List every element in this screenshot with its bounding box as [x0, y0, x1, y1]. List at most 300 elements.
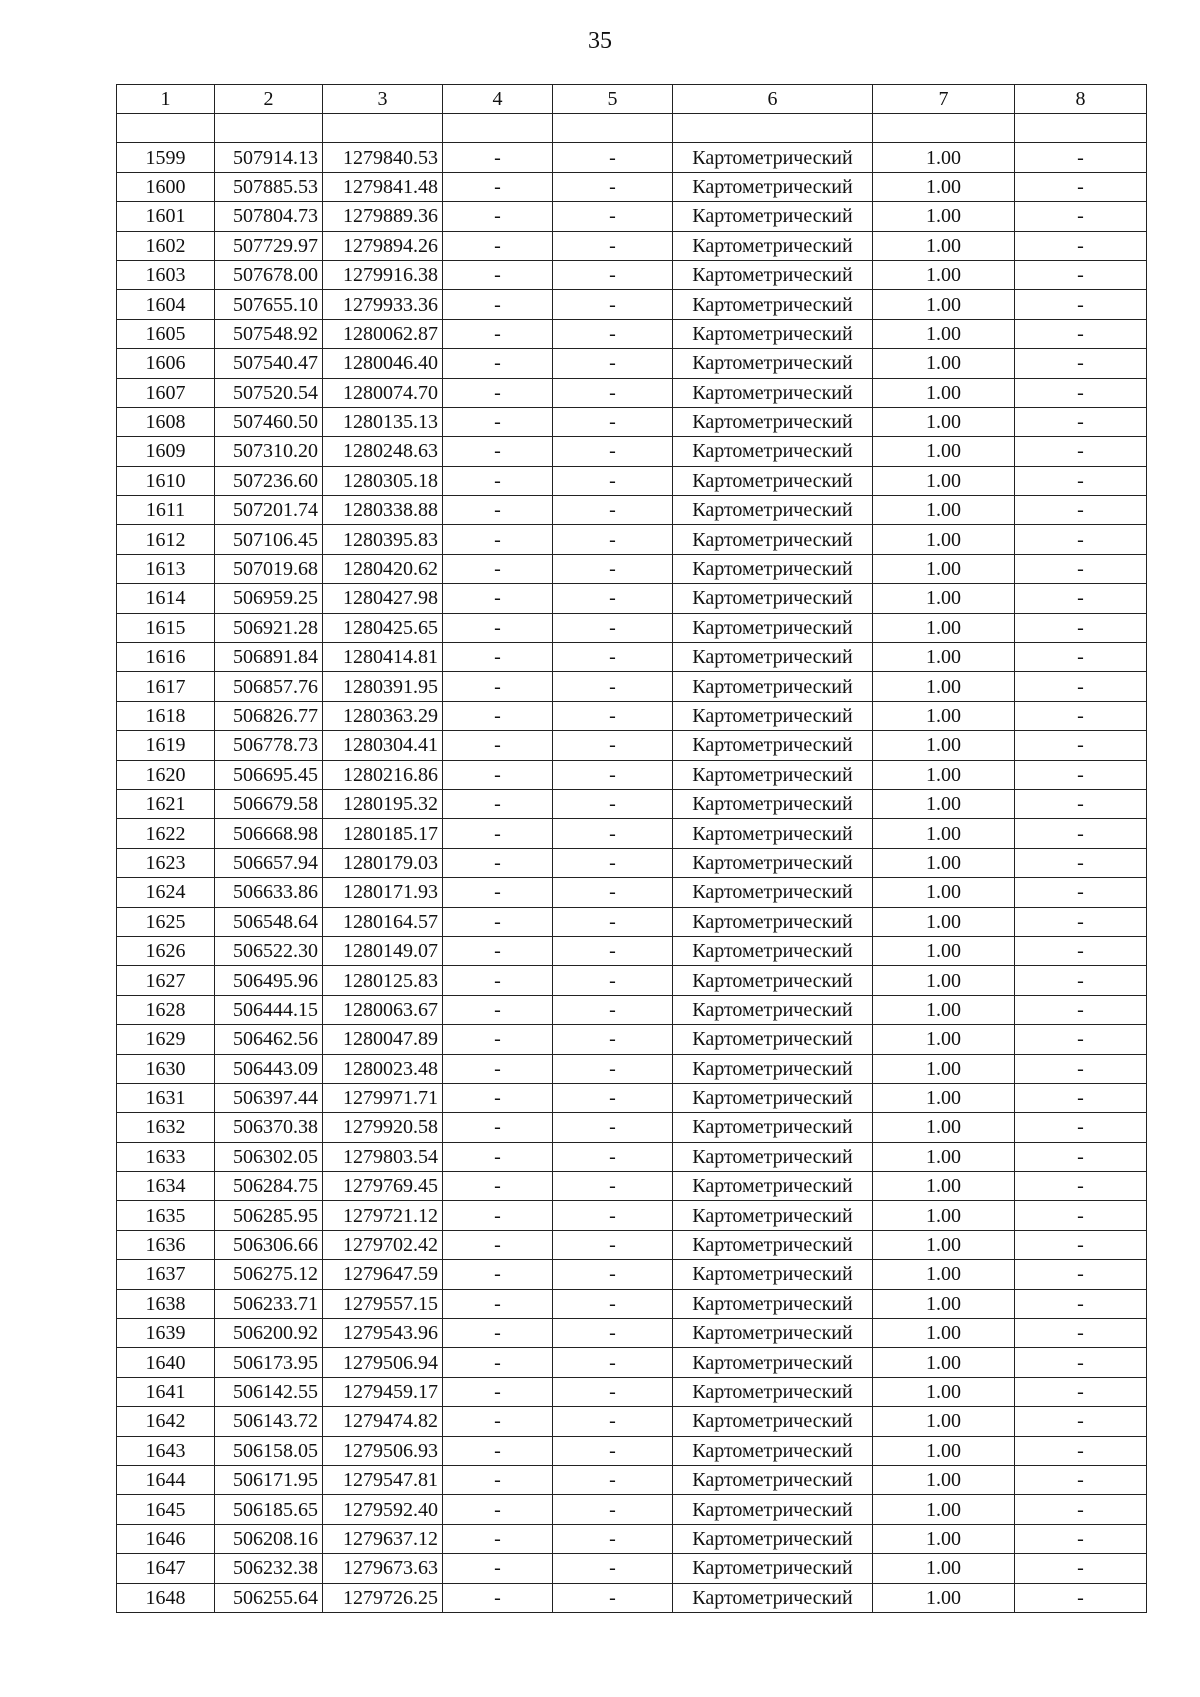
cell-col-4: -: [443, 1083, 553, 1112]
cell-col-1: 1619: [117, 731, 215, 760]
table-row: [117, 349, 1147, 378]
cell-col-8: -: [1015, 907, 1147, 936]
cell-col-5: -: [553, 995, 673, 1024]
cell-col-5: -: [553, 525, 673, 554]
cell-col-4: -: [443, 1377, 553, 1406]
table-row: [117, 1025, 1147, 1054]
column-header-2: 2: [215, 85, 323, 114]
cell-col-4: -: [443, 378, 553, 407]
table-row: [117, 319, 1147, 348]
cell-col-2: 506285.95: [215, 1201, 323, 1230]
cell-col-2: 506522.30: [215, 936, 323, 965]
table-row: [117, 1495, 1147, 1524]
cell-col-6: Картометрический: [673, 584, 873, 613]
cell-col-6: Картометрический: [673, 907, 873, 936]
cell-col-7: 1.00: [873, 1348, 1015, 1377]
cell-col-3: 1280179.03: [323, 848, 443, 877]
cell-col-1: 1648: [117, 1583, 215, 1612]
cell-col-3: 1280171.93: [323, 878, 443, 907]
cell-col-8: -: [1015, 466, 1147, 495]
cell-col-2: 507520.54: [215, 378, 323, 407]
cell-col-2: 506200.92: [215, 1319, 323, 1348]
table-row: [117, 672, 1147, 701]
cell-col-3: 1280149.07: [323, 936, 443, 965]
cell-col-2: 507236.60: [215, 466, 323, 495]
cell-col-5: -: [553, 143, 673, 172]
cell-col-5: -: [553, 613, 673, 642]
cell-col-5: -: [553, 466, 673, 495]
cell-col-8: -: [1015, 525, 1147, 554]
cell-col-8: -: [1015, 349, 1147, 378]
table-row: [117, 290, 1147, 319]
cell-col-5: -: [553, 819, 673, 848]
cell-col-5: -: [553, 760, 673, 789]
cell-col-7: 1.00: [873, 319, 1015, 348]
cell-col-4: -: [443, 878, 553, 907]
cell-col-2: 507548.92: [215, 319, 323, 348]
blank-cell: [1015, 114, 1147, 143]
header-row: [117, 85, 1147, 114]
cell-col-3: 1279920.58: [323, 1113, 443, 1142]
table-row: [117, 936, 1147, 965]
cell-col-2: 507885.53: [215, 172, 323, 201]
cell-col-2: 506657.94: [215, 848, 323, 877]
cell-col-8: -: [1015, 1465, 1147, 1494]
cell-col-6: Картометрический: [673, 966, 873, 995]
cell-col-1: 1630: [117, 1054, 215, 1083]
cell-col-1: 1609: [117, 437, 215, 466]
cell-col-4: -: [443, 1436, 553, 1465]
cell-col-2: 506857.76: [215, 672, 323, 701]
cell-col-3: 1280425.65: [323, 613, 443, 642]
cell-col-2: 506232.38: [215, 1554, 323, 1583]
cell-col-8: -: [1015, 1495, 1147, 1524]
cell-col-7: 1.00: [873, 584, 1015, 613]
cell-col-7: 1.00: [873, 1113, 1015, 1142]
cell-col-8: -: [1015, 260, 1147, 289]
cell-col-5: -: [553, 584, 673, 613]
cell-col-4: -: [443, 936, 553, 965]
cell-col-1: 1629: [117, 1025, 215, 1054]
cell-col-7: 1.00: [873, 878, 1015, 907]
cell-col-2: 506173.95: [215, 1348, 323, 1377]
cell-col-4: -: [443, 554, 553, 583]
cell-col-3: 1279916.38: [323, 260, 443, 289]
cell-col-6: Картометрический: [673, 1142, 873, 1171]
cell-col-4: -: [443, 1113, 553, 1142]
table-row: [117, 143, 1147, 172]
cell-col-3: 1280338.88: [323, 496, 443, 525]
cell-col-6: Картометрический: [673, 1289, 873, 1318]
cell-col-3: 1279841.48: [323, 172, 443, 201]
cell-col-4: -: [443, 319, 553, 348]
cell-col-8: -: [1015, 878, 1147, 907]
cell-col-8: -: [1015, 437, 1147, 466]
cell-col-8: -: [1015, 1054, 1147, 1083]
cell-col-5: -: [553, 378, 673, 407]
cell-col-7: 1.00: [873, 1407, 1015, 1436]
cell-col-4: -: [443, 1319, 553, 1348]
cell-col-1: 1645: [117, 1495, 215, 1524]
cell-col-5: -: [553, 202, 673, 231]
cell-col-2: 507729.97: [215, 231, 323, 260]
table-row: [117, 378, 1147, 407]
cell-col-7: 1.00: [873, 731, 1015, 760]
cell-col-4: -: [443, 143, 553, 172]
cell-col-3: 1280125.83: [323, 966, 443, 995]
cell-col-7: 1.00: [873, 1201, 1015, 1230]
table-row: [117, 1289, 1147, 1318]
cell-col-3: 1280195.32: [323, 789, 443, 818]
cell-col-2: 506679.58: [215, 789, 323, 818]
blank-cell: [117, 114, 215, 143]
table-row: [117, 1407, 1147, 1436]
cell-col-1: 1644: [117, 1465, 215, 1494]
blank-cell: [873, 114, 1015, 143]
cell-col-7: 1.00: [873, 1260, 1015, 1289]
cell-col-8: -: [1015, 1407, 1147, 1436]
table-row: [117, 1348, 1147, 1377]
cell-col-5: -: [553, 1377, 673, 1406]
cell-col-2: 507201.74: [215, 496, 323, 525]
cell-col-7: 1.00: [873, 1054, 1015, 1083]
cell-col-3: 1280427.98: [323, 584, 443, 613]
cell-col-2: 506695.45: [215, 760, 323, 789]
table-row: [117, 466, 1147, 495]
cell-col-8: -: [1015, 1025, 1147, 1054]
cell-col-4: -: [443, 1260, 553, 1289]
cell-col-2: 506171.95: [215, 1465, 323, 1494]
cell-col-8: -: [1015, 1319, 1147, 1348]
cell-col-1: 1640: [117, 1348, 215, 1377]
cell-col-4: -: [443, 1230, 553, 1259]
table-row: [117, 995, 1147, 1024]
cell-col-3: 1279506.93: [323, 1436, 443, 1465]
cell-col-4: -: [443, 437, 553, 466]
cell-col-2: 507310.20: [215, 437, 323, 466]
table-row: [117, 1172, 1147, 1201]
blank-row: [117, 114, 1147, 143]
cell-col-2: 507019.68: [215, 554, 323, 583]
cell-col-1: 1646: [117, 1524, 215, 1553]
cell-col-7: 1.00: [873, 1495, 1015, 1524]
cell-col-1: 1615: [117, 613, 215, 642]
cell-col-6: Картометрический: [673, 731, 873, 760]
cell-col-4: -: [443, 848, 553, 877]
cell-col-1: 1601: [117, 202, 215, 231]
cell-col-5: -: [553, 554, 673, 583]
table-row: [117, 789, 1147, 818]
cell-col-6: Картометрический: [673, 260, 873, 289]
cell-col-5: -: [553, 1348, 673, 1377]
cell-col-2: 506444.15: [215, 995, 323, 1024]
cell-col-7: 1.00: [873, 1142, 1015, 1171]
cell-col-2: 506921.28: [215, 613, 323, 642]
cell-col-4: -: [443, 731, 553, 760]
cell-col-3: 1279889.36: [323, 202, 443, 231]
cell-col-2: 506158.05: [215, 1436, 323, 1465]
cell-col-8: -: [1015, 172, 1147, 201]
cell-col-6: Картометрический: [673, 496, 873, 525]
cell-col-3: 1279673.63: [323, 1554, 443, 1583]
cell-col-3: 1280074.70: [323, 378, 443, 407]
cell-col-7: 1.00: [873, 525, 1015, 554]
cell-col-1: 1599: [117, 143, 215, 172]
cell-col-4: -: [443, 260, 553, 289]
cell-col-8: -: [1015, 731, 1147, 760]
table-row: [117, 760, 1147, 789]
cell-col-4: -: [443, 525, 553, 554]
cell-col-6: Картометрический: [673, 437, 873, 466]
table-row: [117, 1524, 1147, 1553]
cell-col-8: -: [1015, 1583, 1147, 1612]
cell-col-7: 1.00: [873, 1319, 1015, 1348]
cell-col-5: -: [553, 731, 673, 760]
cell-col-1: 1605: [117, 319, 215, 348]
cell-col-5: -: [553, 1201, 673, 1230]
cell-col-1: 1639: [117, 1319, 215, 1348]
cell-col-7: 1.00: [873, 554, 1015, 583]
cell-col-2: 506633.86: [215, 878, 323, 907]
cell-col-5: -: [553, 231, 673, 260]
cell-col-8: -: [1015, 378, 1147, 407]
cell-col-8: -: [1015, 701, 1147, 730]
cell-col-7: 1.00: [873, 290, 1015, 319]
cell-col-1: 1637: [117, 1260, 215, 1289]
cell-col-6: Картометрический: [673, 1554, 873, 1583]
cell-col-1: 1641: [117, 1377, 215, 1406]
cell-col-4: -: [443, 995, 553, 1024]
cell-col-5: -: [553, 1407, 673, 1436]
cell-col-8: -: [1015, 966, 1147, 995]
cell-col-1: 1604: [117, 290, 215, 319]
cell-col-4: -: [443, 1524, 553, 1553]
cell-col-1: 1618: [117, 701, 215, 730]
cell-col-1: 1634: [117, 1172, 215, 1201]
cell-col-8: -: [1015, 584, 1147, 613]
table-row: [117, 701, 1147, 730]
cell-col-7: 1.00: [873, 789, 1015, 818]
table-row: [117, 1377, 1147, 1406]
cell-col-3: 1280248.63: [323, 437, 443, 466]
cell-col-4: -: [443, 1554, 553, 1583]
cell-col-7: 1.00: [873, 701, 1015, 730]
cell-col-7: 1.00: [873, 995, 1015, 1024]
table-row: [117, 1201, 1147, 1230]
blank-cell: [443, 114, 553, 143]
cell-col-2: 506443.09: [215, 1054, 323, 1083]
cell-col-5: -: [553, 1583, 673, 1612]
cell-col-7: 1.00: [873, 936, 1015, 965]
table-row: [117, 1113, 1147, 1142]
cell-col-2: 506370.38: [215, 1113, 323, 1142]
cell-col-7: 1.00: [873, 202, 1015, 231]
cell-col-6: Картометрический: [673, 878, 873, 907]
cell-col-2: 506233.71: [215, 1289, 323, 1318]
cell-col-8: -: [1015, 789, 1147, 818]
table-row: [117, 1583, 1147, 1612]
cell-col-2: 507106.45: [215, 525, 323, 554]
cell-col-2: 506275.12: [215, 1260, 323, 1289]
cell-col-1: 1606: [117, 349, 215, 378]
table-row: [117, 260, 1147, 289]
cell-col-5: -: [553, 878, 673, 907]
table-row: [117, 1465, 1147, 1494]
table-row: [117, 848, 1147, 877]
cell-col-5: -: [553, 407, 673, 436]
cell-col-5: -: [553, 1025, 673, 1054]
cell-col-1: 1603: [117, 260, 215, 289]
cell-col-6: Картометрический: [673, 407, 873, 436]
cell-col-4: -: [443, 613, 553, 642]
cell-col-8: -: [1015, 1348, 1147, 1377]
cell-col-1: 1642: [117, 1407, 215, 1436]
cell-col-6: Картометрический: [673, 1524, 873, 1553]
cell-col-6: Картометрический: [673, 1113, 873, 1142]
table-row: [117, 554, 1147, 583]
cell-col-8: -: [1015, 1524, 1147, 1553]
table-row: [117, 584, 1147, 613]
blank-cell: [553, 114, 673, 143]
cell-col-1: 1624: [117, 878, 215, 907]
cell-col-4: -: [443, 1054, 553, 1083]
cell-col-2: 506306.66: [215, 1230, 323, 1259]
cell-col-8: -: [1015, 1436, 1147, 1465]
cell-col-2: 507655.10: [215, 290, 323, 319]
cell-col-8: -: [1015, 231, 1147, 260]
cell-col-3: 1279506.94: [323, 1348, 443, 1377]
cell-col-7: 1.00: [873, 496, 1015, 525]
cell-col-4: -: [443, 789, 553, 818]
cell-col-3: 1280391.95: [323, 672, 443, 701]
cell-col-1: 1623: [117, 848, 215, 877]
cell-col-8: -: [1015, 936, 1147, 965]
cell-col-7: 1.00: [873, 378, 1015, 407]
cell-col-5: -: [553, 848, 673, 877]
cell-col-3: 1279592.40: [323, 1495, 443, 1524]
column-header-5: 5: [553, 85, 673, 114]
cell-col-3: 1279547.81: [323, 1465, 443, 1494]
column-header-6: 6: [673, 85, 873, 114]
cell-col-6: Картометрический: [673, 231, 873, 260]
cell-col-4: -: [443, 1172, 553, 1201]
cell-col-6: Картометрический: [673, 1465, 873, 1494]
cell-col-1: 1621: [117, 789, 215, 818]
cell-col-3: 1279721.12: [323, 1201, 443, 1230]
table-row: [117, 437, 1147, 466]
cell-col-2: 506143.72: [215, 1407, 323, 1436]
cell-col-7: 1.00: [873, 643, 1015, 672]
cell-col-8: -: [1015, 143, 1147, 172]
cell-col-6: Картометрический: [673, 349, 873, 378]
cell-col-7: 1.00: [873, 760, 1015, 789]
cell-col-2: 507914.13: [215, 143, 323, 172]
cell-col-6: Картометрический: [673, 202, 873, 231]
cell-col-8: -: [1015, 1289, 1147, 1318]
cell-col-5: -: [553, 1436, 673, 1465]
cell-col-5: -: [553, 437, 673, 466]
cell-col-3: 1280304.41: [323, 731, 443, 760]
cell-col-2: 507460.50: [215, 407, 323, 436]
cell-col-8: -: [1015, 407, 1147, 436]
cell-col-7: 1.00: [873, 613, 1015, 642]
cell-col-7: 1.00: [873, 231, 1015, 260]
cell-col-5: -: [553, 907, 673, 936]
table-row: [117, 1554, 1147, 1583]
cell-col-7: 1.00: [873, 349, 1015, 378]
cell-col-5: -: [553, 1554, 673, 1583]
cell-col-3: 1280363.29: [323, 701, 443, 730]
cell-col-1: 1620: [117, 760, 215, 789]
cell-col-1: 1600: [117, 172, 215, 201]
cell-col-1: 1611: [117, 496, 215, 525]
cell-col-7: 1.00: [873, 1230, 1015, 1259]
cell-col-7: 1.00: [873, 1025, 1015, 1054]
cell-col-5: -: [553, 319, 673, 348]
table-row: [117, 202, 1147, 231]
cell-col-6: Картометрический: [673, 995, 873, 1024]
cell-col-7: 1.00: [873, 1436, 1015, 1465]
table-body: [117, 114, 1147, 1613]
cell-col-4: -: [443, 1407, 553, 1436]
cell-col-1: 1627: [117, 966, 215, 995]
cell-col-6: Картометрический: [673, 1436, 873, 1465]
cell-col-7: 1.00: [873, 143, 1015, 172]
cell-col-1: 1633: [117, 1142, 215, 1171]
cell-col-4: -: [443, 1289, 553, 1318]
cell-col-8: -: [1015, 760, 1147, 789]
table-row: [117, 1230, 1147, 1259]
cell-col-5: -: [553, 1465, 673, 1494]
cell-col-7: 1.00: [873, 1377, 1015, 1406]
cell-col-6: Картометрический: [673, 1260, 873, 1289]
cell-col-2: 506185.65: [215, 1495, 323, 1524]
cell-col-1: 1626: [117, 936, 215, 965]
cell-col-4: -: [443, 202, 553, 231]
cell-col-8: -: [1015, 496, 1147, 525]
cell-col-5: -: [553, 1289, 673, 1318]
table-row: [117, 613, 1147, 642]
blank-cell: [323, 114, 443, 143]
cell-col-3: 1280216.86: [323, 760, 443, 789]
cell-col-6: Картометрический: [673, 1201, 873, 1230]
table-row: [117, 172, 1147, 201]
cell-col-2: 506668.98: [215, 819, 323, 848]
cell-col-8: -: [1015, 319, 1147, 348]
cell-col-8: -: [1015, 202, 1147, 231]
column-header-1: 1: [117, 85, 215, 114]
cell-col-1: 1613: [117, 554, 215, 583]
cell-col-7: 1.00: [873, 437, 1015, 466]
table-row: [117, 1260, 1147, 1289]
cell-col-7: 1.00: [873, 1583, 1015, 1612]
cell-col-3: 1279459.17: [323, 1377, 443, 1406]
cell-col-6: Картометрический: [673, 1025, 873, 1054]
cell-col-2: 506891.84: [215, 643, 323, 672]
blank-cell: [673, 114, 873, 143]
cell-col-1: 1617: [117, 672, 215, 701]
cell-col-7: 1.00: [873, 1083, 1015, 1112]
cell-col-2: 506142.55: [215, 1377, 323, 1406]
table-row: [117, 1083, 1147, 1112]
cell-col-8: -: [1015, 1260, 1147, 1289]
cell-col-8: -: [1015, 672, 1147, 701]
cell-col-4: -: [443, 1495, 553, 1524]
cell-col-8: -: [1015, 848, 1147, 877]
cell-col-8: -: [1015, 1201, 1147, 1230]
cell-col-3: 1280420.62: [323, 554, 443, 583]
cell-col-3: 1280135.13: [323, 407, 443, 436]
